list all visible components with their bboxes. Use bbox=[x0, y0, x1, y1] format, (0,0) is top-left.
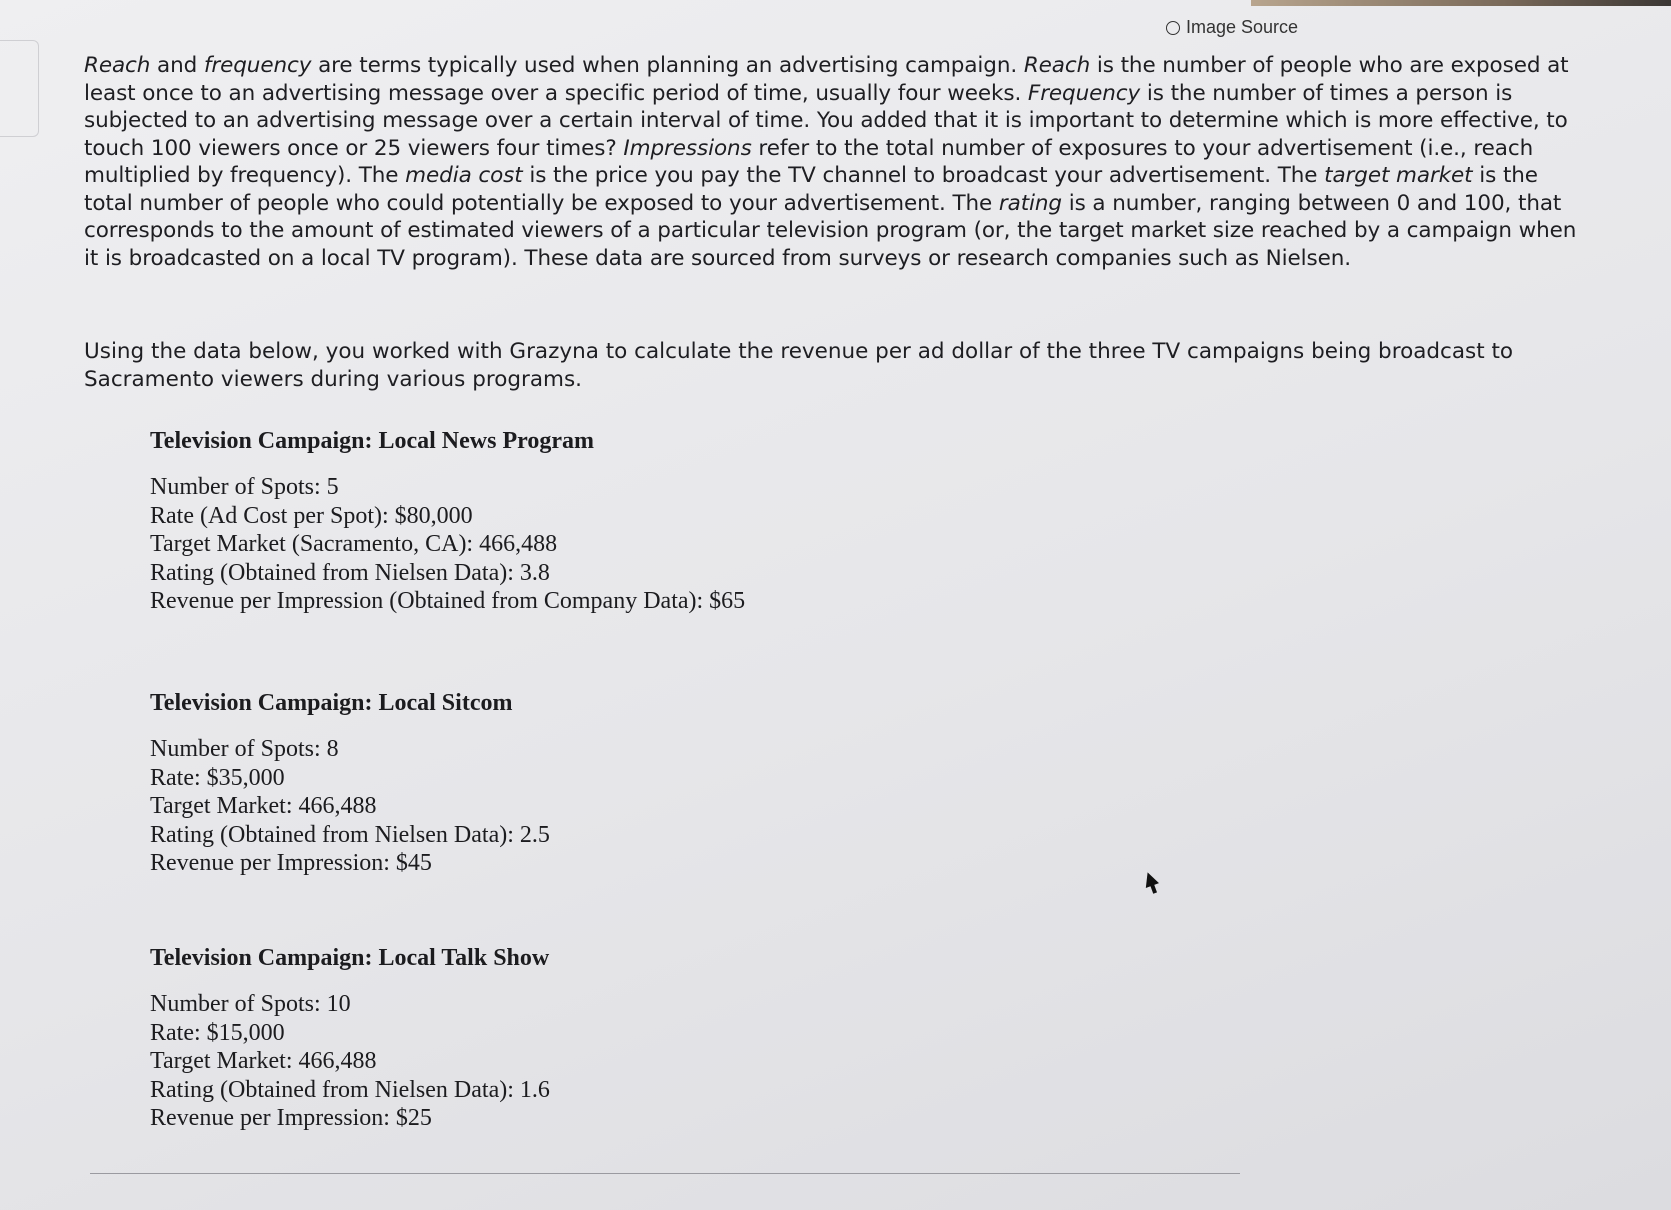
revenue-field: Revenue per Impression (Obtained from Company Data): $65 bbox=[150, 588, 746, 614]
rate-field: Rate: $15,000 bbox=[150, 1019, 285, 1046]
campaign-local-sitcom bbox=[150, 690, 550, 878]
image-source-label: Image Source bbox=[1186, 17, 1299, 37]
spots-field: Number of Spots: 8 bbox=[150, 736, 339, 762]
intro-text: is the number of people who are exposed at least once to an advertising message over a specific period of time, usually four weeks. bbox=[84, 53, 1569, 106]
intro-text: and bbox=[150, 53, 204, 78]
spots-field: Number of Spots: 10 bbox=[150, 991, 351, 1017]
intro-text: is the price you pay the TV channel to broadcast your advertisement. The bbox=[522, 163, 1325, 188]
intro-paragraph bbox=[84, 52, 1584, 272]
image-source-link[interactable] bbox=[1166, 17, 1298, 38]
term-impressions: Impressions bbox=[623, 135, 752, 161]
campaign-fields bbox=[150, 735, 550, 878]
spots-field: Number of Spots: 5 bbox=[150, 474, 339, 500]
revenue-field: Revenue per Impression: $45 bbox=[150, 850, 432, 876]
intro-text: is the number of times a person is subjected to an advertising message over a certain interval of time. You added that it is important to determine which is more effective, to touch 100 viewers once or 25 viewers four times? bbox=[84, 80, 1568, 161]
term-rating: rating bbox=[998, 190, 1062, 216]
mouse-pointer-icon bbox=[1141, 870, 1159, 888]
copyright-icon bbox=[1166, 21, 1180, 35]
rating-field: Rating (Obtained from Nielsen Data): 1.6 bbox=[150, 1076, 550, 1103]
revenue-field: Revenue per Impression: $25 bbox=[150, 1105, 432, 1131]
campaign-title: Television Campaign: Local Sitcom bbox=[150, 690, 513, 716]
intro-text: is the total number of people who could potentially be exposed to your advertisement. The bbox=[84, 163, 1538, 216]
target-market-field: Target Market: 466,488 bbox=[150, 1048, 377, 1074]
campaign-local-news bbox=[150, 428, 745, 616]
target-market-field: Target Market (Sacramento, CA): 466,488 bbox=[150, 531, 558, 557]
term-target-market: target market bbox=[1324, 163, 1473, 188]
intro-text: are terms typically used when planning an advertising campaign. bbox=[311, 53, 1024, 78]
intro-text: is a number, ranging between 0 and 100, that corresponds to the amount of estimated viewers of a particular television program (or, the target market size reached by a campaign when it is broadcasted on a local TV program). These data are sourced from surveys or research companies such as Nielsen. bbox=[84, 190, 1577, 271]
usage-paragraph: Using the data below, you worked with Grazyna to calculate the revenue per ad dollar of the three TV campaigns being broadcast to Sacramento viewers during various programs. bbox=[84, 339, 1514, 392]
term-frequency: frequency bbox=[203, 53, 312, 78]
rating-field: Rating (Obtained from Nielsen Data): 2.5 bbox=[150, 821, 550, 848]
target-market-field: Target Market: 466,488 bbox=[150, 793, 377, 819]
campaign-title: Television Campaign: Local News Program bbox=[150, 428, 594, 454]
campaign-title: Television Campaign: Local Talk Show bbox=[150, 945, 550, 971]
rate-field: Rate: $35,000 bbox=[150, 764, 285, 791]
rating-field: Rating (Obtained from Nielsen Data): 3.8 bbox=[150, 559, 550, 586]
bottom-divider bbox=[90, 1173, 1240, 1174]
left-edge-tab bbox=[0, 40, 39, 137]
term-frequency: Frequency bbox=[1027, 80, 1141, 106]
term-reach: Reach bbox=[84, 53, 151, 78]
term-reach: Reach bbox=[1023, 53, 1091, 78]
campaign-local-talk-show bbox=[150, 945, 550, 1133]
rate-field: Rate (Ad Cost per Spot): $80,000 bbox=[150, 502, 473, 529]
top-edge-strip bbox=[1251, 0, 1671, 6]
term-media-cost: media cost bbox=[405, 163, 523, 188]
campaign-fields bbox=[150, 990, 550, 1133]
campaign-fields bbox=[150, 473, 745, 616]
intro-text: refer to the total number of exposures to your advertisement (i.e., reach multiplied by frequency). The bbox=[84, 135, 1534, 188]
